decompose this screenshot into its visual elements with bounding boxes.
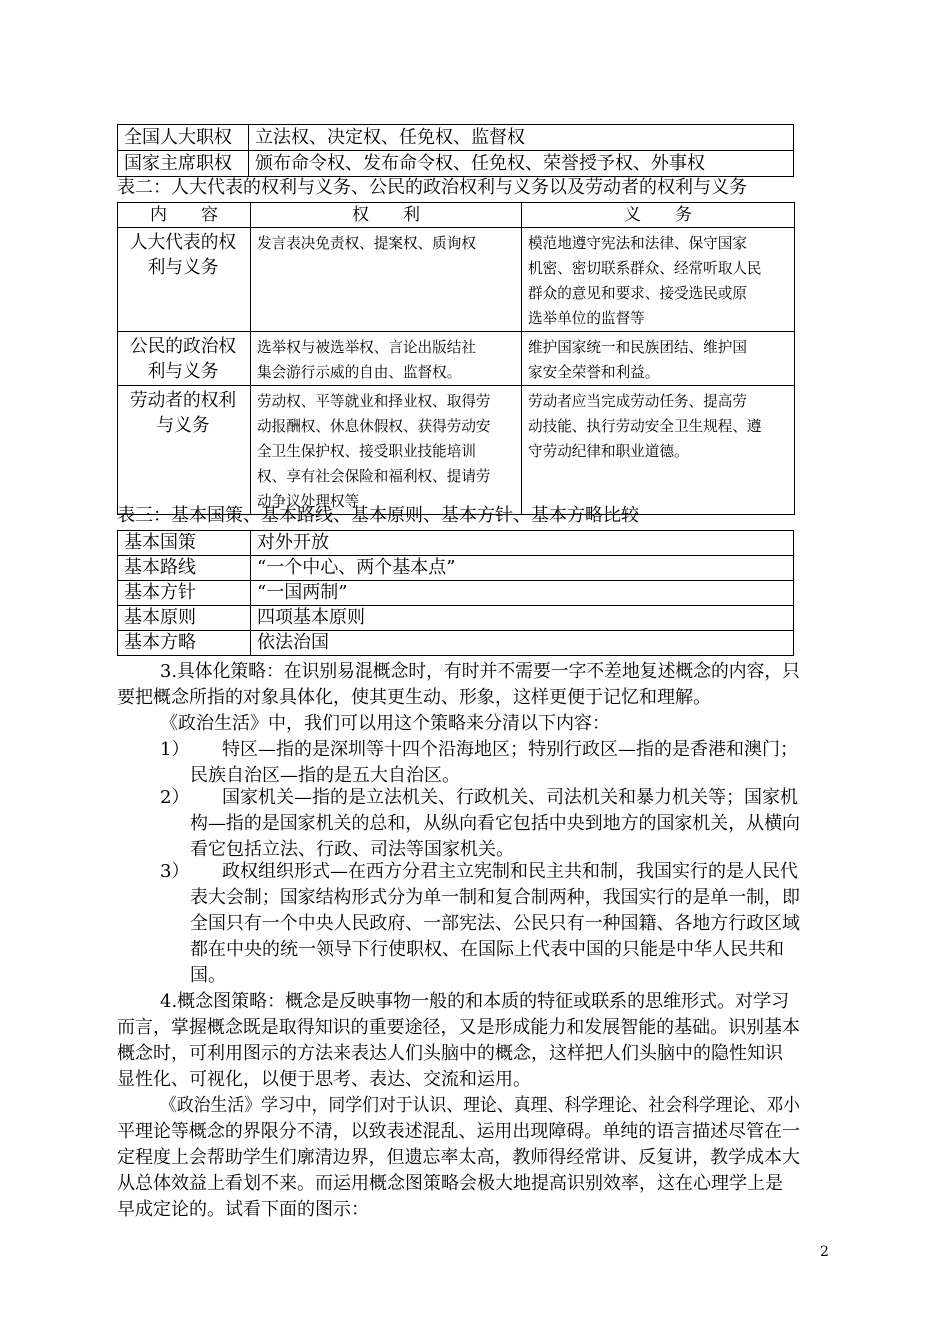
table-row: [118, 332, 795, 386]
row-duties: [522, 332, 795, 386]
row-label: 国家主席职权: [118, 151, 249, 177]
cell-line: 动报酬权、休息休假权、获得劳动安: [257, 418, 491, 435]
row-label: 基本原则: [118, 606, 251, 631]
cell-line: 模范地遵守宪法和法律、保守国家: [528, 235, 747, 252]
cell-line: 劳动者应当完成劳动任务、提高劳: [528, 393, 747, 410]
list-line: 都在中央的统一领导下行使职权、在国际上代表中国的只能是中华人民共和: [190, 939, 784, 960]
row-label: 基本方针: [118, 581, 251, 606]
row-rights: [251, 332, 522, 386]
row-value: 立法权、决定权、任免权、监督权: [249, 125, 794, 151]
row-value: 依法治国: [251, 631, 794, 656]
cell-line: 公民的政治权: [129, 336, 237, 357]
list-number: 2）: [160, 787, 190, 808]
table-row: [118, 386, 795, 515]
table-row: [118, 125, 794, 151]
page-number: 2: [820, 1244, 829, 1260]
paragraph-line: 《政治生活》中，我们可以用这个策略来分清以下内容：: [160, 713, 610, 734]
row-rights: [251, 386, 522, 515]
table3-caption: 表三：基本国策、基本路线、基本原则、基本方针、基本方略比较: [117, 505, 639, 526]
cell-line: 守劳动纪律和职业道德。: [528, 443, 689, 460]
row-duties: [522, 386, 795, 515]
cell-line: 家安全荣誉和利益。: [528, 364, 660, 381]
row-value: 对外开放: [251, 531, 794, 556]
cell-line: 维护国家统一和民族团结、维护国: [528, 339, 747, 356]
cell-line: 群众的意见和要求、接受选民或原: [528, 285, 747, 302]
header-content: 内 容: [118, 203, 251, 228]
list-line: 政权组织形式—在西方分君主立宪制和民主共和制，我国实行的是人民代: [222, 861, 798, 882]
list-number: 1）: [160, 739, 190, 760]
row-label: 全国人大职权: [118, 125, 249, 151]
cell-line: 全卫生保护权、接受职业技能培训: [257, 443, 476, 460]
header-duties: 义 务: [522, 203, 795, 228]
table-row: [118, 581, 794, 606]
list-line: 民族自治区—指的是五大自治区。: [190, 765, 460, 786]
table2-caption: 表二：人大代表的权利与义务、公民的政治权利与义务以及劳动者的权利与义务: [117, 177, 747, 198]
cell-line: 权、享有社会保险和福利权、提请劳: [257, 468, 491, 485]
powers-table: [117, 124, 794, 177]
row-rights: [251, 228, 522, 332]
list-line: 国家机关—指的是立法机关、行政机关、司法机关和暴力机关等；国家机: [222, 787, 798, 808]
paragraph-line: 显性化、可视化，以便于思考、表达、交流和运用。: [117, 1069, 531, 1090]
cell-line: 与义务: [156, 415, 210, 436]
list-line: 表大会制；国家结构形式分为单一制和复合制两种，我国实行的是单一制，即: [190, 887, 800, 908]
table-row: [118, 556, 794, 581]
cell-line: 集会游行示威的自由、监督权。: [257, 364, 462, 381]
cell-line: 动技能、执行劳动安全卫生规程、遵: [528, 418, 762, 435]
paragraph-line: 从总体效益上看划不来。而运用概念图策略会极大地提高识别效率，这在心理学上是: [117, 1173, 783, 1194]
table-row: [118, 228, 795, 332]
rights-duties-table: [117, 202, 795, 515]
paragraph-line: 《政治生活》学习中，同学们对于认识、理论、真理、科学理论、社会科学理论、邓小: [160, 1095, 801, 1116]
cell-line: 机密、密切联系群众、经常听取人民: [528, 260, 762, 277]
paragraph-line: 而言，掌握概念既是取得知识的重要途径，又是形成能力和发展智能的基础。识别基本: [117, 1017, 800, 1038]
row-content: [118, 332, 251, 386]
row-content: [118, 228, 251, 332]
list-line: 看它包括立法、行政、司法等国家机关。: [190, 839, 514, 860]
paragraph-line: 4.概念图策略：概念是反映事物一般的和本质的特征或联系的思维形式。对学习: [160, 991, 790, 1012]
list-number: 3）: [160, 861, 190, 882]
cell-line: 利与义务: [147, 361, 219, 382]
cell-line: 选举单位的监督等: [528, 310, 645, 327]
cell-line: 选举权与被选举权、言论出版结社: [257, 339, 476, 356]
paragraph-line: 概念时，可利用图示的方法来表达人们头脑中的概念，这样把人们头脑中的隐性知识: [117, 1043, 783, 1064]
list-line: 全国只有一个中央人民政府、一部宪法、公民只有一种国籍、各地方行政区域: [190, 913, 800, 934]
row-duties: [522, 228, 795, 332]
list-line: 特区—指的是深圳等十四个沿海地区；特别行政区—指的是香港和澳门；: [222, 739, 798, 760]
row-value: 四项基本原则: [251, 606, 794, 631]
paragraph-line: 平理论等概念的界限分不清，以致表述混乱、运用出现障碍。单纯的语言描述尽管在一: [117, 1121, 800, 1142]
table-row: [118, 606, 794, 631]
table-row: [118, 151, 794, 177]
cell-line: 动争议处理权等: [257, 493, 360, 510]
basic-policies-table: [117, 530, 794, 656]
row-label: 基本国策: [118, 531, 251, 556]
table-header-row: [118, 203, 795, 228]
table-row: [118, 531, 794, 556]
cell-line: 人大代表的权: [129, 232, 237, 253]
list-line: 国。: [190, 965, 226, 986]
row-content: [118, 386, 251, 515]
list-line: 构—指的是国家机关的总和，从纵向看它包括中央到地方的国家机关，从横向: [190, 813, 800, 834]
paragraph-line: 要把概念所指的对象具体化，使其更生动、形象，这样更便于记忆和理解。: [117, 687, 711, 708]
row-label: 基本方略: [118, 631, 251, 656]
cell-line: 发言表决免责权、提案权、质询权: [257, 235, 476, 252]
row-value: 颁布命令权、发布命令权、任免权、荣誉授予权、外事权: [249, 151, 794, 177]
paragraph-line: 早成定论的。试看下面的图示：: [117, 1199, 369, 1220]
table-row: [118, 631, 794, 656]
cell-line: 利与义务: [147, 257, 219, 278]
row-value: “一个中心、两个基本点”: [251, 556, 794, 581]
paragraph-line: 3.具体化策略：在识别易混概念时，有时并不需要一字不差地复述概念的内容，只: [160, 661, 800, 682]
paragraph-line: 定程度上会帮助学生们廓清边界，但遗忘率太高，教师得经常讲、反复讲，教学成本大: [117, 1147, 800, 1168]
cell-line: 劳动权、平等就业和择业权、取得劳: [257, 393, 491, 410]
cell-line: 劳动者的权利: [129, 390, 237, 411]
row-value: “一国两制”: [251, 581, 794, 606]
row-label: 基本路线: [118, 556, 251, 581]
header-rights: 权 利: [251, 203, 522, 228]
